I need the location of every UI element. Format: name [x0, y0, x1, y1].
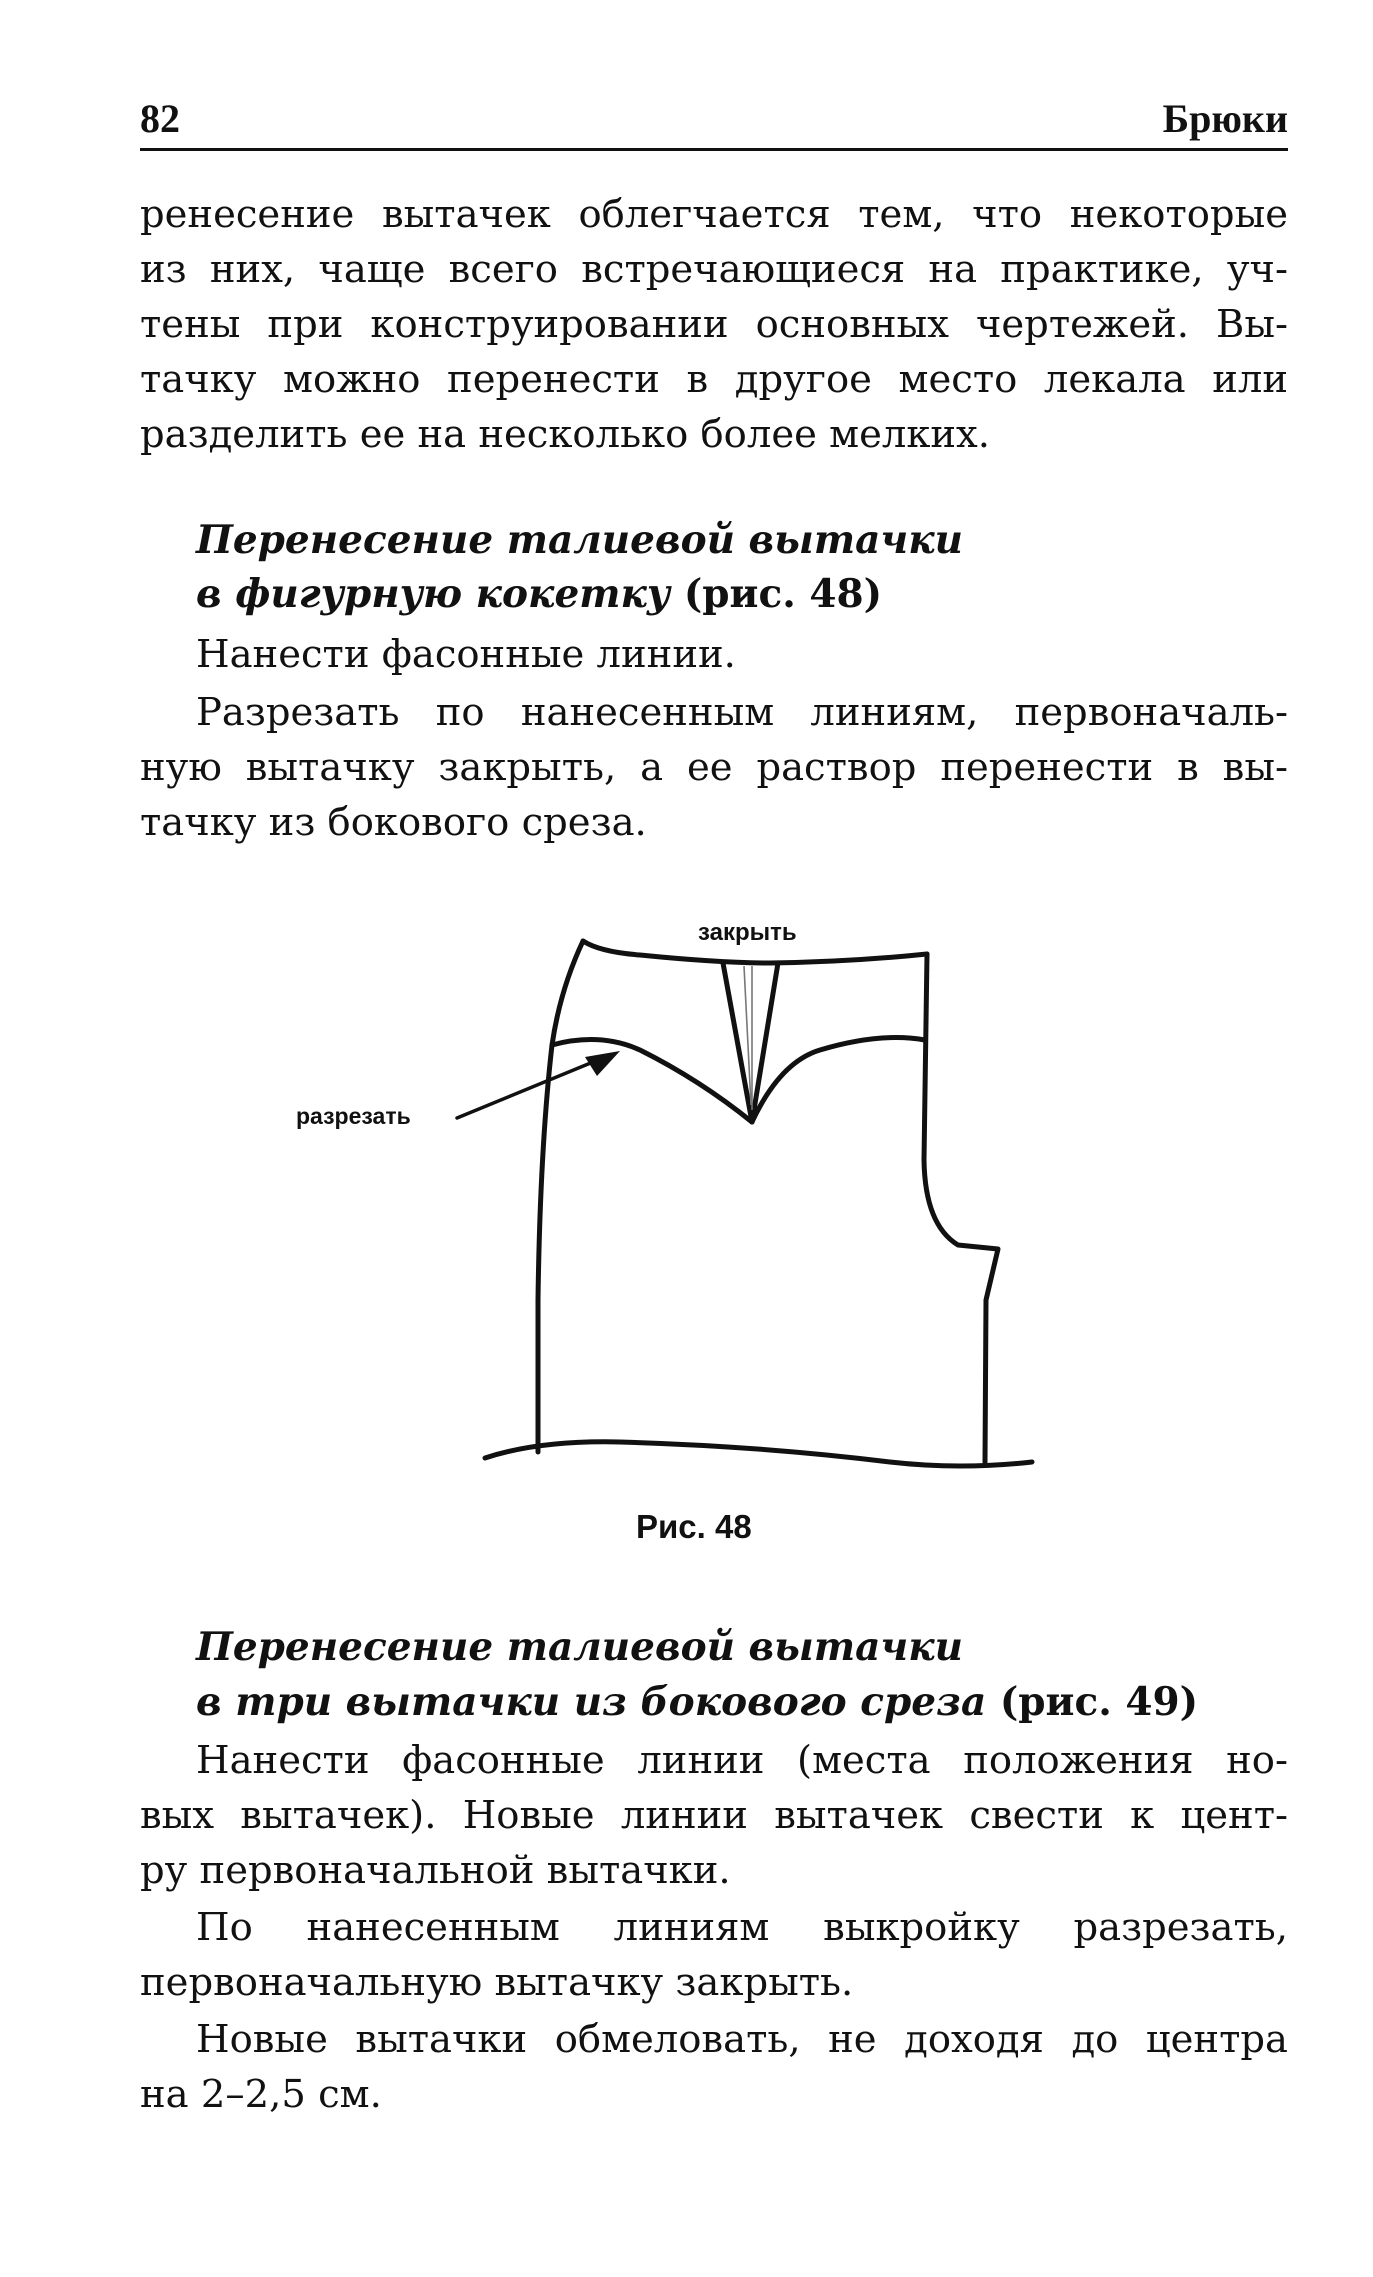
- text-line: Новые вытачки обмеловать, не доходя до центра: [196, 2017, 1288, 2062]
- text-line: вых вытачек). Новые линии вытачек свести к цент-: [140, 1793, 1288, 1838]
- text-line: на 2–2,5 см.: [140, 2072, 382, 2117]
- text-line: ру первоначальной вытачки.: [140, 1848, 731, 1893]
- text-line: из них, чаще всего встречающиеся на практике, уч-: [140, 247, 1288, 292]
- text-line: первоначальную вытачку закрыть.: [140, 1960, 854, 2005]
- heading-line: в три вытачки из бокового среза: [196, 1679, 987, 1725]
- heading-line: Перенесение талиевой вытачки: [196, 1624, 963, 1670]
- text-line: разделить ее на несколько более мелких.: [140, 412, 990, 457]
- label-cut: разрезать: [296, 1103, 411, 1129]
- arrow-shaft: [457, 1055, 610, 1118]
- label-close: закрыть: [698, 919, 797, 946]
- center-seam: [924, 954, 998, 1462]
- text-line: ренесение вытачек облегчается тем, что некоторые: [140, 192, 1288, 237]
- page-number: 82: [140, 96, 180, 141]
- section1-paragraph-1: Нанести фасонные линии.: [196, 632, 736, 677]
- figure-caption: Рис. 48: [636, 1508, 752, 1545]
- heading-line: Перенесение талиевой вытачки: [196, 517, 963, 563]
- text-line: тачку из бокового среза.: [140, 800, 647, 845]
- heading-line: в фигурную кокетку: [196, 571, 671, 617]
- text-line: тены при конструировании основных чертежей. Вы-: [140, 302, 1288, 347]
- text-line: Разрезать по нанесенным линиям, первоначаль-: [196, 690, 1288, 735]
- arrow-head: [585, 1051, 620, 1076]
- text-line: тачку можно перенести в другое место лекала или: [140, 357, 1288, 402]
- left-side-seam: [538, 941, 583, 1452]
- running-title: Брюки: [1162, 96, 1288, 141]
- text-line: ную вытачку закрыть, а ее раствор перенести в вы-: [140, 745, 1288, 790]
- text-line: По нанесенным линиям выкройку разрезать,: [196, 1905, 1288, 1950]
- figure-reference: (рис. 49): [999, 1679, 1199, 1725]
- text-line: Нанести фасонные линии (места положения но-: [196, 1738, 1288, 1783]
- hem-line: [485, 1442, 1032, 1466]
- figure-reference: (рис. 48): [683, 571, 883, 617]
